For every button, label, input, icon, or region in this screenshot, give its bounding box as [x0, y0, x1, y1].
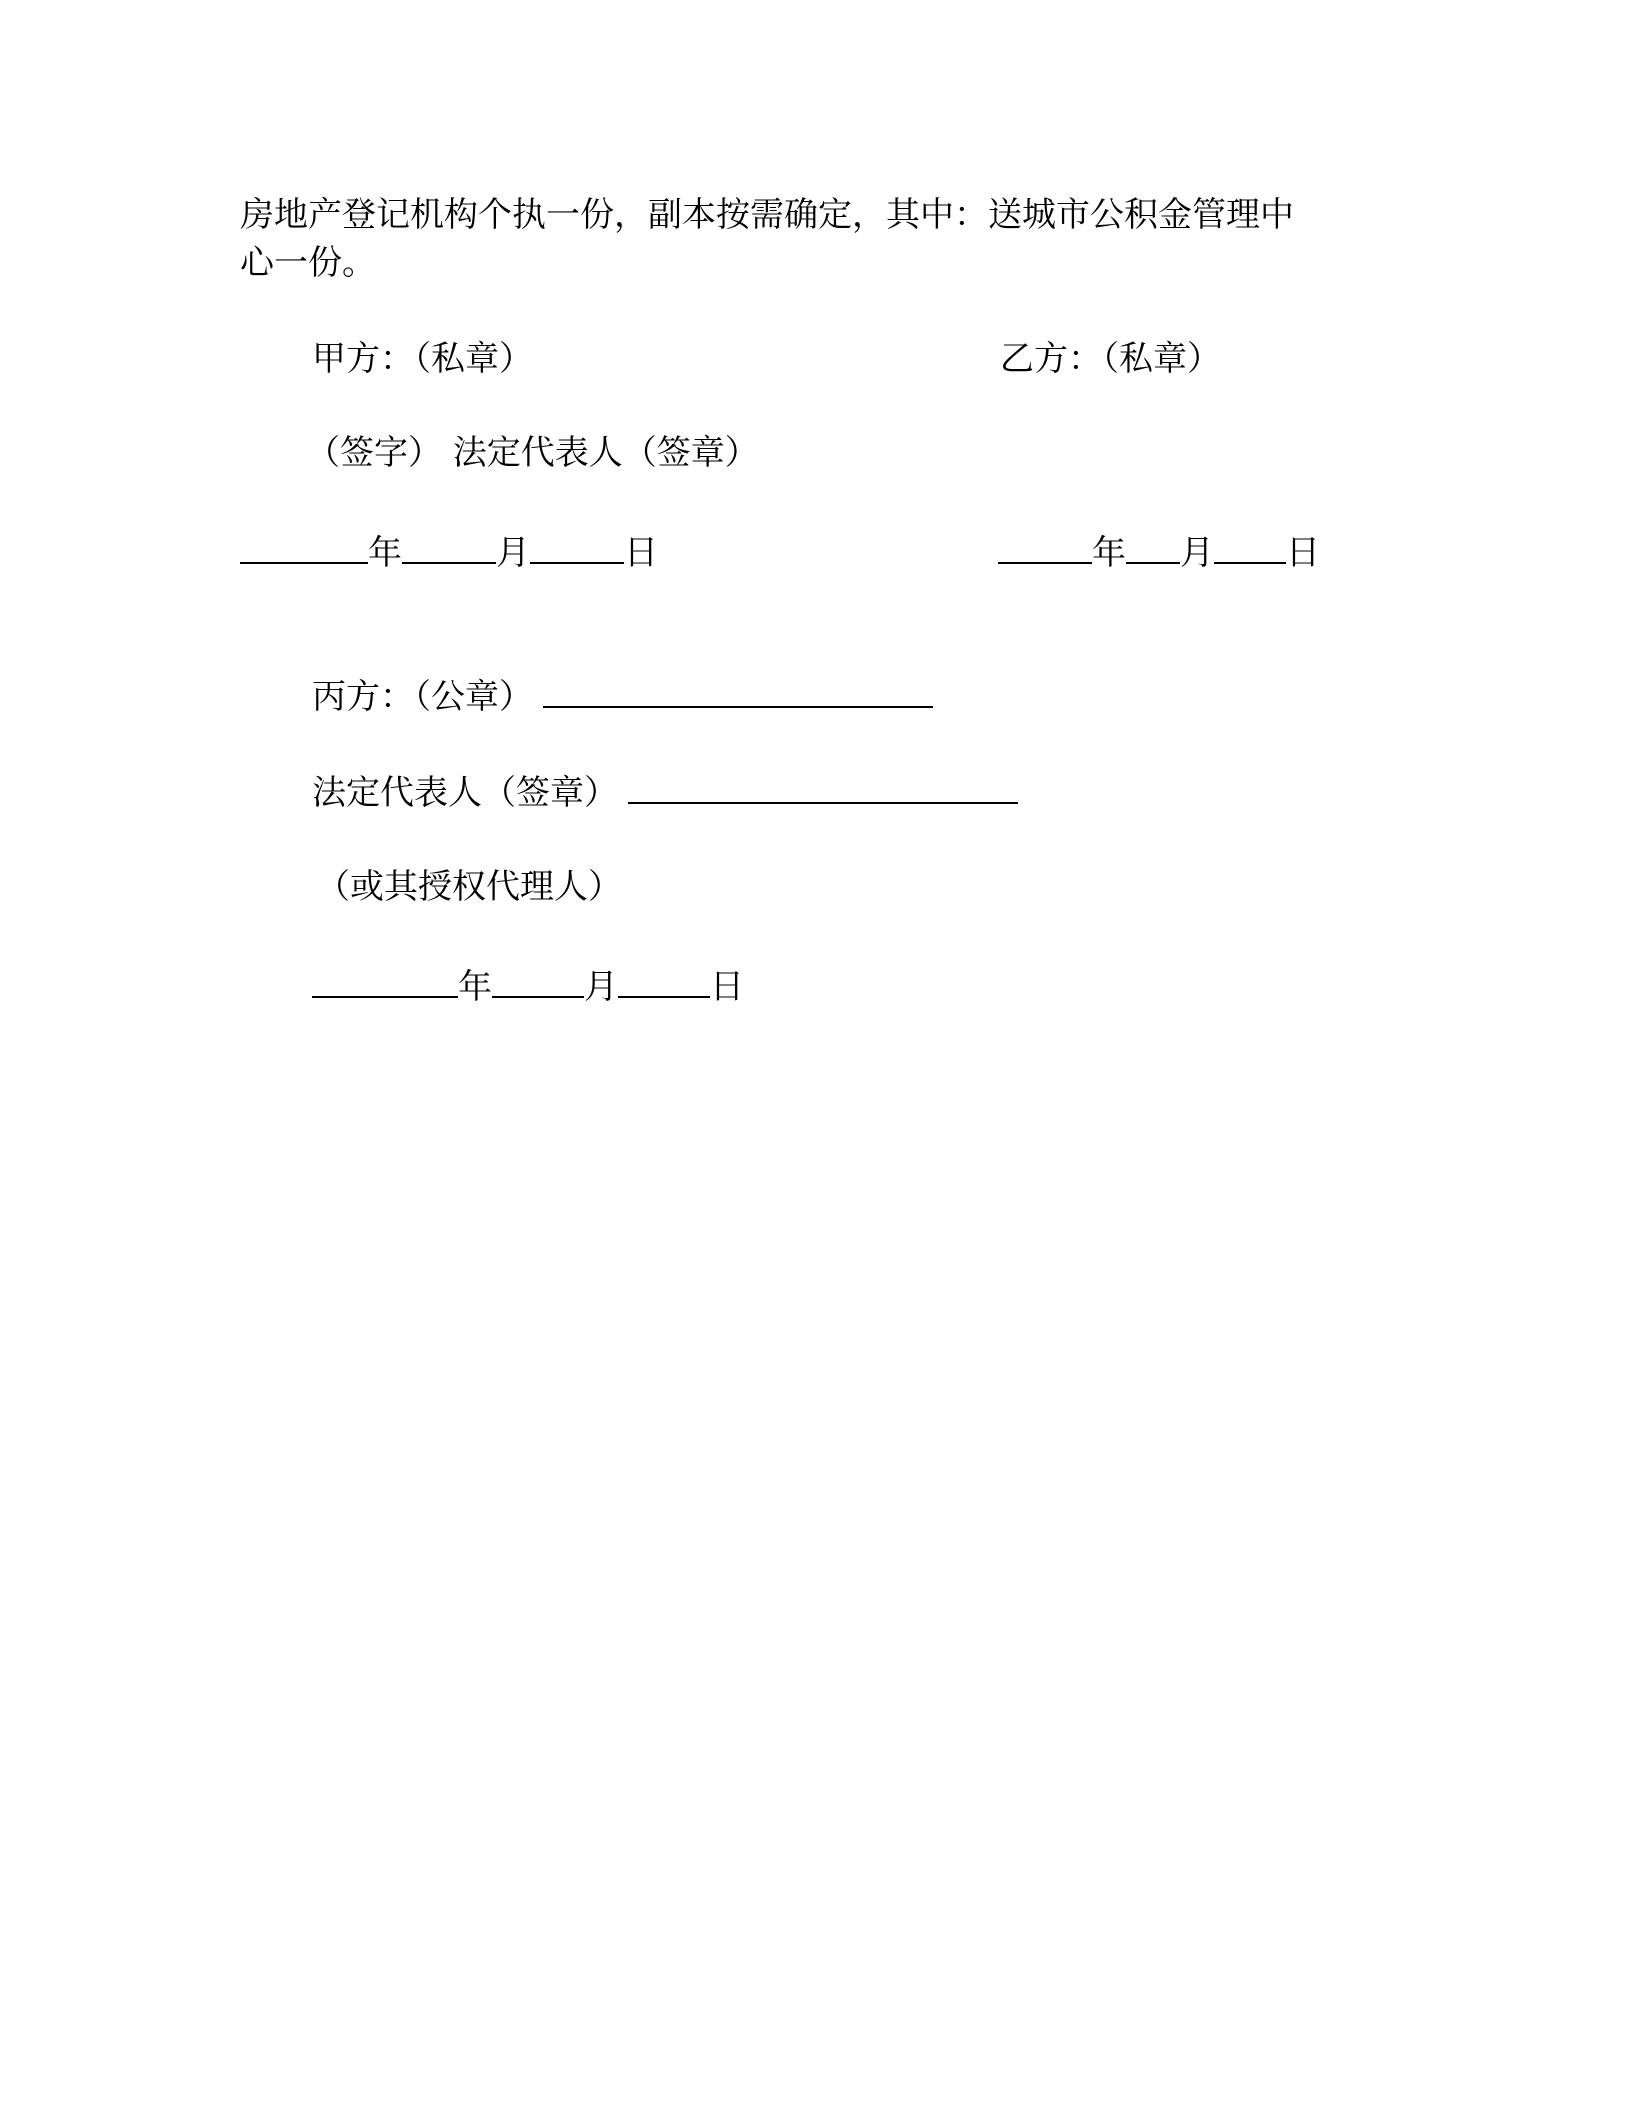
day-blank[interactable]	[1214, 528, 1286, 564]
month-label: 月	[1180, 533, 1214, 573]
year-blank[interactable]	[998, 528, 1092, 564]
year-label: 年	[368, 533, 402, 573]
party-c-seal-blank[interactable]	[543, 672, 933, 708]
paragraph-line-1: 房地产登记机构个执一份，副本按需确定，其中：送城市公积金管理中	[240, 195, 1294, 235]
day-label: 日	[624, 533, 658, 573]
paragraph-line-2: 心一份。	[240, 243, 376, 283]
party-c-agent-label: （或其授权代理人）	[316, 867, 622, 907]
party-a-sign-line: （签字） 法定代表人（签章）	[306, 433, 759, 473]
year-blank[interactable]	[312, 962, 458, 998]
month-blank[interactable]	[402, 528, 496, 564]
day-label: 日	[1286, 533, 1320, 573]
month-label: 月	[584, 967, 618, 1007]
party-c-rep-label: 法定代表人（签章）	[312, 773, 618, 813]
party-c-rep-blank[interactable]	[628, 768, 1018, 804]
day-blank[interactable]	[530, 528, 624, 564]
party-c-rep-row	[312, 768, 1018, 816]
party-c-date	[312, 962, 744, 1010]
month-label: 月	[496, 533, 530, 573]
day-label: 日	[710, 967, 744, 1007]
party-c-label-row	[312, 672, 933, 720]
year-label: 年	[1092, 533, 1126, 573]
party-b-date	[998, 528, 1320, 576]
day-blank[interactable]	[618, 962, 710, 998]
year-label: 年	[458, 967, 492, 1007]
party-b-label: 乙方：（私章）	[1000, 339, 1221, 379]
party-a-label: 甲方：（私章）	[312, 339, 533, 379]
party-c-label: 丙方：（公章）	[312, 677, 533, 717]
month-blank[interactable]	[1126, 528, 1180, 564]
year-blank[interactable]	[240, 528, 368, 564]
month-blank[interactable]	[492, 962, 584, 998]
party-a-date	[240, 528, 658, 576]
